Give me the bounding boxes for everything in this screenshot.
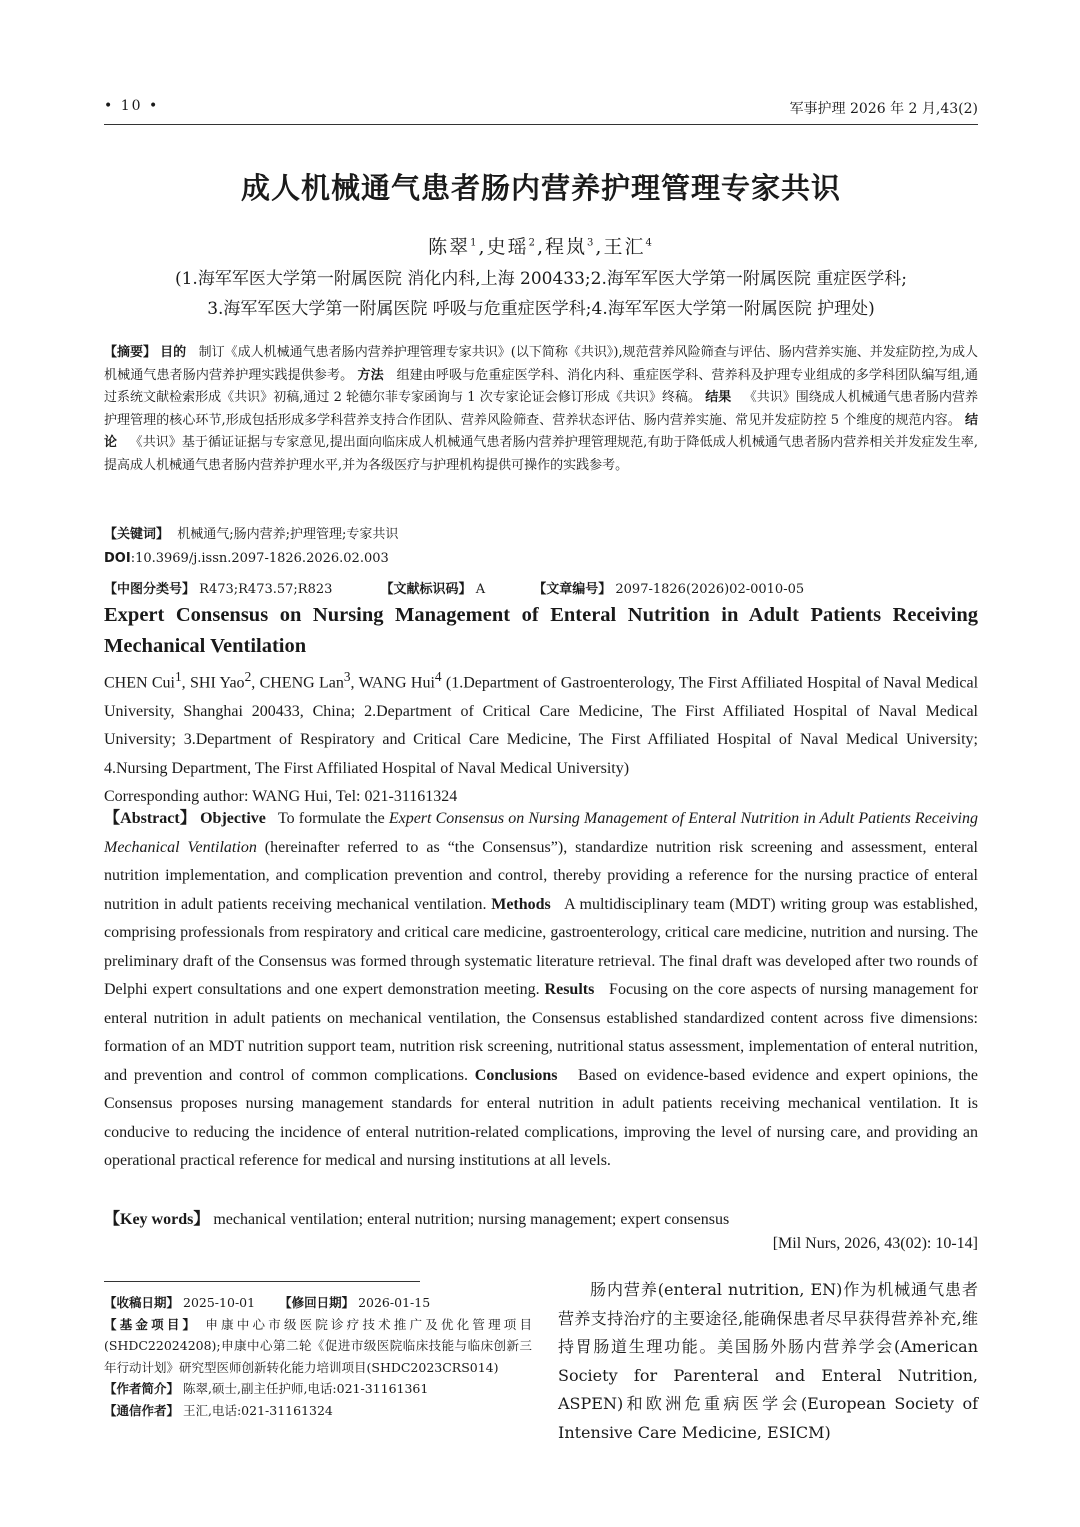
en-methods-label: Methods [491, 895, 551, 913]
received-label: 【收稿日期】 [104, 1295, 180, 1310]
affiliation-line-2: 3.海军军医大学第一附属医院 呼吸与危重症医学科;4.海军军医大学第一附属医院 护理处) [207, 299, 875, 319]
en-objective-post: (hereinafter referred to as “the Consensus”), standardize nutrition risk screening and assessment, enteral nutrition implementation, and complication prevention and control, thereby providing a reference for the nursing practice of enteral nutrition in adult patients receiving mechanical ventilation. [104, 838, 978, 913]
doi [104, 551, 978, 566]
author-name: 程岚 [545, 236, 588, 258]
revised-date: 2026-01-15 [358, 1295, 431, 1310]
english-title: Expert Consensus on Nursing Management of Enteral Nutrition in Adult Patients Receiving Mechanical Ventilation [104, 604, 978, 657]
article-title: 成人机械通气患者肠内营养护理管理专家共识 [240, 171, 841, 205]
english-authors: CHEN Cui$^1$, SHI Yao$^2$, CHENG Lan$^3$, WANG Hui$^4$ (1.Department of Gastroenterology, The First Affiliated Hospital of Naval Medical University, Shanghai 200433, China; 2.Department of Critical Care Medicine, The First Affiliated Hospital of Naval Medical University; 3.Department of Respiratory and Critical Care Medicine, The First Affiliated Hospital of Naval Medical University; 4.Nursing Department, The First Affiliated Hospital of Naval Medical University) Corresponding author: WANG Hui, Tel: 021-31161324 [104, 669, 979, 806]
en-results-label: Results [544, 981, 595, 998]
en-conclusions-text: Based on evidence-based evidence and expert opinions, the Consensus proposes nursing management standards for enteral nutrition in adult patients receiving mechanical ventilation. It is conducive to reducing the incidence of enteral nutrition-related complications, improving the level of nursing care, and providing an operational practical reference for medical and nursing institutions at all levels. [104, 1066, 979, 1169]
en-author: WANG Hui [358, 674, 435, 692]
corresponding-text: 王汇,电话:021-31161324 [183, 1402, 333, 1418]
author-sup: 1 [470, 237, 479, 249]
methods-label: 方法 [357, 367, 384, 383]
methods-text: 组建由呼吸与危重症医学科、消化内科、重症医学科、营养科及护理专业组成的多学科团队编写组,通过系统文献检索形成《共识》初稿,通过 2 轮德尔菲专家函询与 1 次专家论证会修订形成《共识》终稿。 [104, 367, 978, 406]
keywords-text: 机械通气;肠内营养;护理管理;专家共识 [177, 527, 399, 542]
en-objective-label: Objective [200, 810, 266, 827]
conclusions-label: 结论 [104, 412, 978, 451]
journal-info: 军事护理 2026 年 2 月,43(2) [789, 101, 978, 117]
en-keywords-text: mechanical ventilation; enteral nutrition; nursing management; expert consensus [213, 1211, 730, 1228]
conclusions-text: 《共识》基于循证证据与专家意见,提出面向临床成人机械通气患者肠内营养护理管理规范,有助于降低成人机械通气患者肠内营养相关并发症发生率,提高成人机械通气患者肠内营养护理水平,并为各级医疗与护理机构提供可操作的实践参考。 [104, 435, 978, 473]
en-results-text: Focusing on the core aspects of nursing management for enteral nutrition in adult patients on mechanical ventilation, the Consensus established standardized content across five dimensions: formation of an MDT nutrition support team, nutrition risk screening, nutritional status assessment, implementation of enteral nutrition, and prevention and control of common complications. [104, 981, 979, 1084]
author-sup: 4 [645, 237, 654, 249]
corresponding-author: Corresponding author: WANG Hui, Tel: 021-31161324 [104, 788, 458, 806]
doc-code-value: A [475, 582, 486, 597]
body-paragraph: 肠内营养(enteral nutrition, EN)作为机械通气患者营养支持治疗的主要途径,能确保患者尽早获得营养补充,维持胃肠道生理功能。美国肠外肠内营养学会(American Society for Parenteral and Enteral Nutrition, ASPEN)和欧洲危重病医学会(European Society of Intensive Care Medicine, ESICM) [558, 1280, 978, 1442]
doi-text: :10.3969/j.issn.2097-1826.2026.02.003 [130, 551, 389, 566]
doc-code-label: 【文献标识码】 [380, 582, 472, 597]
en-author: SHI Yao [190, 674, 245, 692]
en-objective-pre: To formulate the [278, 810, 389, 827]
en-conclusions-label: Conclusions [474, 1066, 558, 1084]
en-author: CHEN Cui [104, 674, 175, 692]
footnote-divider [104, 1281, 420, 1282]
revised-label: 【修回日期】 [279, 1295, 355, 1310]
classification [104, 578, 978, 597]
results-label: 结果 [705, 390, 732, 406]
en-keywords-label: 【Key words】 [104, 1211, 210, 1228]
author-sup: 2 [528, 237, 537, 249]
fund-label: 【基金项目】 [104, 1316, 199, 1332]
article-number-value: 2097-1826(2026)02-0010-05 [615, 582, 805, 597]
footnotes [104, 1292, 532, 1421]
en-author-sup: 2 [244, 669, 252, 684]
author-name: 王汇 [603, 236, 646, 258]
keywords [104, 523, 978, 542]
corresponding-label: 【通信作者】 [104, 1402, 180, 1418]
citation: [Mil Nurs, 2026, 43(02): 10-14] [772, 1235, 978, 1252]
en-affiliation: (1.Department of Gastroenterology, The First Affiliated Hospital of Naval Medical University, Shanghai 200433, China; 2.Department of Critical Care Medicine, The First Affiliated Hospital of Naval Medical University; 3.Department of Respiratory and Critical Care Medicine, The First Affiliated Hospital of Naval Medical University; 4.Nursing Department, The First Affiliated Hospital of Naval Medical University) [104, 674, 979, 777]
en-author-sup: 3 [343, 669, 351, 684]
header-divider [104, 124, 978, 125]
author-sup: 3 [587, 237, 596, 249]
en-author: CHENG Lan [259, 674, 344, 692]
received-date: 2025-10-01 [183, 1295, 256, 1310]
clc-value: R473;R473.57;R823 [199, 582, 333, 597]
author-name: 陈翠 [428, 236, 471, 258]
en-objective-italic: Expert Consensus on Nursing Management of Enteral Nutrition in Adult Patients Receiving Mechanical Ventilation [104, 810, 979, 856]
abstract-label: 【摘要】 [104, 345, 157, 360]
objective-text: 制订《成人机械通气患者肠内营养护理管理专家共识》(以下简称《共识》),规范营养风险筛查与评估、肠内营养实施、并发症防控,为成人机械通气患者肠内营养护理实践提供参考。 [104, 345, 978, 383]
author-name: 史瑶 [486, 236, 529, 258]
page-number: • 10 • [104, 98, 160, 114]
fund-text: 申康中心市级医院诊疗技术推广及优化管理项目(SHDC22024208);申康中心第二轮《促进市级医院临床技能与临床创新三年行动计划》研究型医师创新转化能力培训项目(SHDC2023CRS014) [104, 1316, 532, 1375]
doi-label: DOI [104, 551, 131, 566]
running-header [104, 98, 978, 120]
chinese-abstract [104, 342, 978, 478]
en-author-sup: 4 [434, 669, 442, 684]
en-author-sup: 1 [175, 669, 182, 684]
en-methods-text: A multidisciplinary team (MDT) writing group was established, comprising professionals from respiratory and critical care medicine, gastroenterology, critical care medicine, nutrition and nursing. The preliminary draft of the Consensus was formed through systematic literature retrieval. The final draft was developed after two rounds of Delphi expert consultations and one expert demonstration meeting. [104, 895, 979, 998]
author-list: 陈翠$^1$,史瑶$^2$,程岚$^3$,王汇$^4$ [428, 236, 654, 258]
en-abstract-label: 【Abstract】 [104, 810, 196, 827]
english-abstract [104, 805, 978, 1176]
results-text: 《共识》围绕成人机械通气患者肠内营养护理管理的核心环节,形成包括形成多学科营养支持合作团队、营养风险筛查、营养状态评估、肠内营养实施、常见并发症防控 5 个维度的规范内容。 [104, 390, 978, 428]
clc-label: 【中图分类号】 [104, 582, 196, 597]
affiliation-line-1: (1.海军军医大学第一附属医院 消化内科,上海 200433;2.海军军医大学第一附属医院 重症医学科; [174, 269, 908, 289]
author-bio-text: 陈翠,硕士,副主任护师,电话:021-31161361 [183, 1381, 429, 1396]
keywords-label: 【关键词】 [104, 527, 170, 542]
english-keywords [104, 1206, 978, 1229]
article-number-label: 【文章编号】 [533, 582, 612, 597]
objective-label: 目的 [160, 345, 187, 360]
author-bio-label: 【作者简介】 [104, 1381, 180, 1396]
